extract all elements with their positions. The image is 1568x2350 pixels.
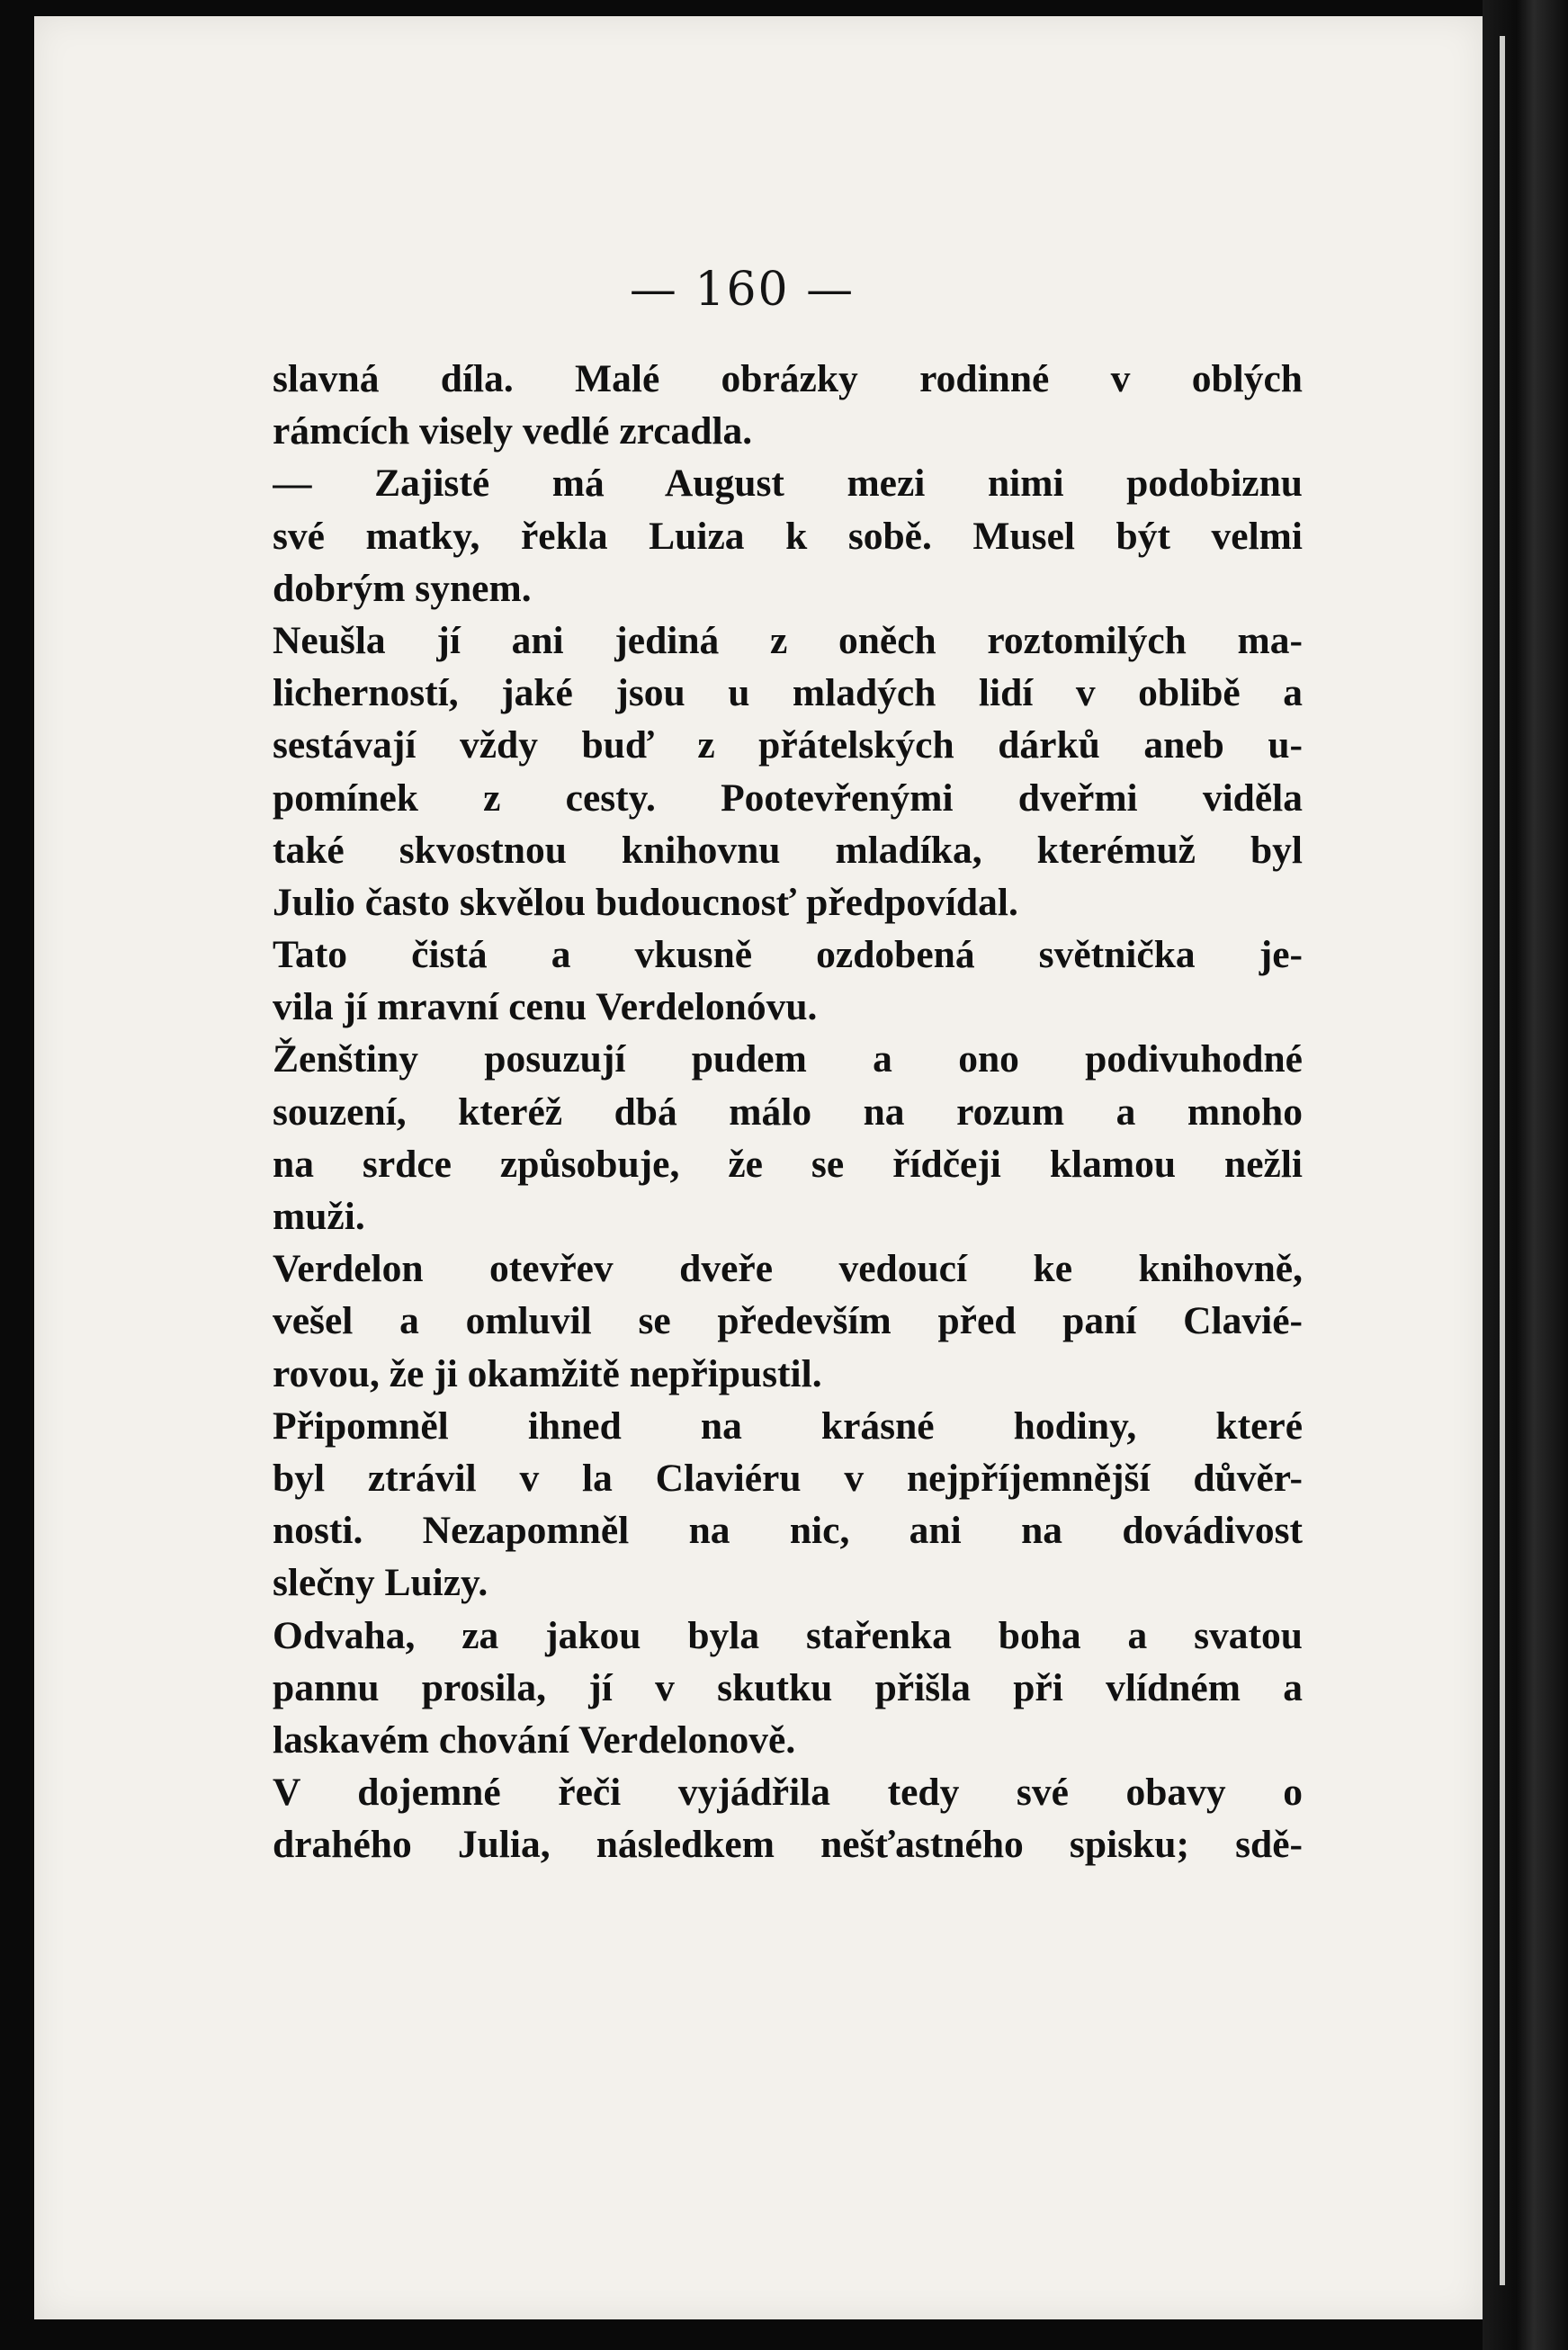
text-line: Neušla jí ani jediná z oněch roztomilých ma- bbox=[273, 618, 1303, 662]
text-line: pomínek z cesty. Pootevřenými dveřmi viděla bbox=[273, 776, 1303, 820]
text-line: slavná díla. Malé obrázky rodinné v oblých bbox=[273, 357, 1303, 400]
text-line: Připomněl ihned na krásné hodiny, které bbox=[273, 1404, 1303, 1448]
text-line: také skvostnou knihovnu mladíka, kterémuž byl bbox=[273, 828, 1303, 872]
text-line: vešel a omluvil se především před paní Clavié- bbox=[273, 1299, 1303, 1343]
text-line: Odvaha, za jakou byla stařenka boha a svatou bbox=[273, 1613, 1303, 1657]
text-line: laskavém chování Verdelonově. bbox=[273, 1718, 796, 1762]
text-line: své matky, řekla Luiza k sobě. Musel být velmi bbox=[273, 514, 1303, 558]
text-line: V dojemné řeči vyjádřila tedy své obavy o bbox=[273, 1771, 1303, 1815]
text-line: dobrým synem. bbox=[273, 566, 532, 610]
page-body-text bbox=[273, 353, 1303, 1870]
text-line: rovou, že ji okamžitě nepřipustil. bbox=[273, 1351, 822, 1395]
text-line: vila jí mravní cenu Verdelonóvu. bbox=[273, 985, 818, 1029]
text-line: licherností, jaké jsou u mladých lidí v oblibě a bbox=[273, 671, 1303, 715]
text-line: muži. bbox=[273, 1195, 365, 1238]
text-line: nosti. Nezapomněl na nic, ani na dovádivost bbox=[273, 1509, 1303, 1553]
text-line: Ženštiny posuzují pudem a ono podivuhodné bbox=[273, 1037, 1303, 1081]
page-number: — 160 — bbox=[629, 263, 856, 317]
text-line: Tato čistá a vkusně ozdobená světnička je- bbox=[273, 933, 1303, 977]
text-line: rámcích visely vedlé zrcadla. bbox=[273, 409, 753, 453]
page-edge-line bbox=[1500, 36, 1505, 2285]
text-line: byl ztrávil v la Claviéru v nejpříjemnější důvěr- bbox=[273, 1456, 1303, 1500]
text-line: Verdelon otevřev dveře vedoucí ke knihovně, bbox=[273, 1247, 1303, 1291]
text-line: sestávají vždy buď z přátelských dárků aneb u- bbox=[273, 723, 1303, 767]
book-edge-shadow bbox=[1483, 0, 1568, 2350]
text-line: Julio často skvělou budoucnosť předpovídal. bbox=[273, 880, 1018, 924]
text-line: souzení, kteréž dbá málo na rozum a mnoho bbox=[273, 1090, 1303, 1134]
text-line: — Zajisté má August mezi nimi podobiznu bbox=[273, 462, 1303, 506]
text-line: na srdce způsobuje, že se řídčeji klamou nežli bbox=[273, 1142, 1303, 1186]
text-line: pannu prosila, jí v skutku přišla při vlídném a bbox=[273, 1665, 1303, 1709]
text-line: slečny Luizy. bbox=[273, 1561, 488, 1605]
text-line: drahého Julia, následkem nešťastného spisku; sdě- bbox=[273, 1823, 1303, 1867]
